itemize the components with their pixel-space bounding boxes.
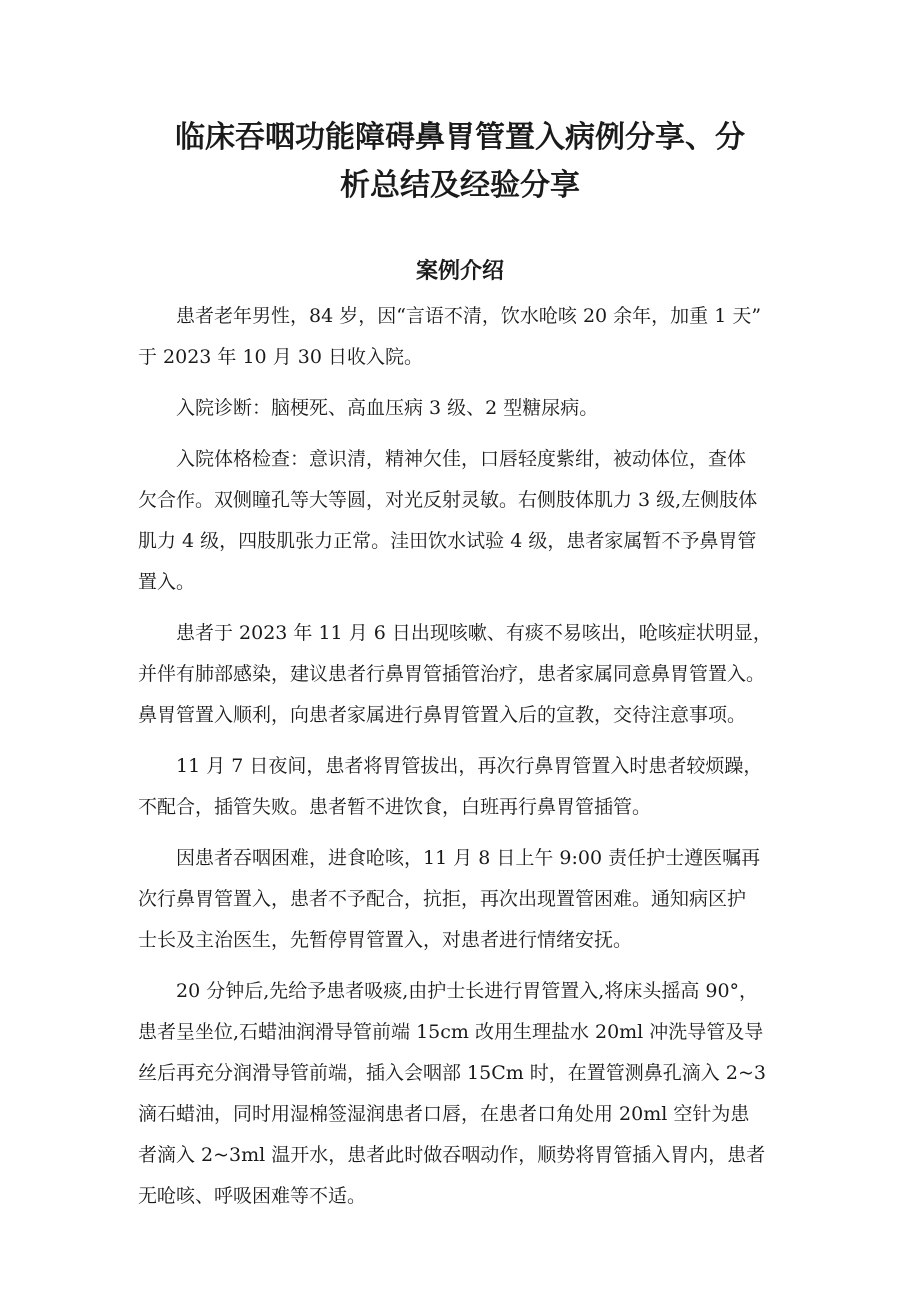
paragraph-line: 并伴有肺部感染，建议患者行鼻胃管插管治疗，患者家属同意鼻胃管置入。 — [138, 663, 766, 685]
document-title-line-1: 临床吞咽功能障碍鼻胃管置入病例分享、分 — [175, 120, 745, 155]
paragraph-line: 入院诊断：脑梗死、高血压病 3 级、2 型糖尿病。 — [176, 397, 599, 419]
paragraph-line: 20 分钟后,先给予患者吸痰,由护士长进行胃管置入,将床头摇高 90°， — [176, 980, 759, 1002]
paragraph-line: 患者于 2023 年 11 月 6 日出现咳嗽、有痰不易咳出，呛咳症状明显， — [176, 622, 772, 644]
section-heading: 案例介绍 — [415, 259, 504, 284]
document-title-line-2: 析总结及经验分享 — [340, 168, 580, 203]
document-body — [138, 0, 796, 1301]
paragraph-line: 丝后再充分润滑导管前端，插入会咽部 15Cm 时，在置管测鼻孔滴入 2~3 — [138, 1062, 766, 1084]
paragraph-line: 患者老年男性，84 岁，因“言语不清，饮水呛咳 20 余年，加重 1 天” — [176, 305, 762, 327]
paragraph-line: 11 月 7 日夜间，患者将胃管拔出，再次行鼻胃管置入时患者较烦躁， — [176, 755, 763, 777]
paragraph-line: 鼻胃管置入顺利，向患者家属进行鼻胃管置入后的宣教，交待注意事项。 — [138, 704, 747, 726]
paragraph-line: 因患者吞咽困难，进食呛咳，11 月 8 日上午 9:00 责任护士遵医嘱再 — [176, 847, 761, 869]
paragraph-line: 者滴入 2~3ml 温开水，患者此时做吞咽动作，顺势将胃管插入胃内，患者 — [138, 1144, 766, 1166]
paragraph-line: 于 2023 年 10 月 30 日收入院。 — [138, 346, 423, 368]
paragraph-line: 士长及主治医生，先暂停胃管置入，对患者进行情绪安抚。 — [138, 929, 633, 951]
paragraph-line: 欠合作。双侧瞳孔等大等圆，对光反射灵敏。右侧肢体肌力 3 级,左侧肢体 — [138, 489, 758, 511]
paragraph-line: 肌力 4 级，四肢肌张力正常。洼田饮水试验 4 级，患者家属暂不予鼻胃管 — [138, 530, 757, 552]
paragraph-line: 患者呈坐位,石蜡油润滑导管前端 15cm 改用生理盐水 20ml 冲洗导管及导 — [138, 1021, 764, 1043]
paragraph-line: 滴石蜡油，同时用湿棉签湿润患者口唇，在患者口角处用 20ml 空针为患 — [138, 1103, 750, 1125]
paragraph-line: 置入。 — [138, 571, 196, 593]
paragraph-line: 无呛咳、呼吸困难等不适。 — [138, 1185, 367, 1207]
paragraph-line: 次行鼻胃管置入，患者不予配合，抗拒，再次出现置管困难。通知病区护 — [138, 888, 747, 910]
paragraph-line: 不配合，插管失败。患者暂不进饮食，白班再行鼻胃管插管。 — [138, 796, 652, 818]
paragraph-line: 入院体格检查：意识清，精神欠佳，口唇轻度紫绀，被动体位，查体 — [176, 448, 747, 470]
